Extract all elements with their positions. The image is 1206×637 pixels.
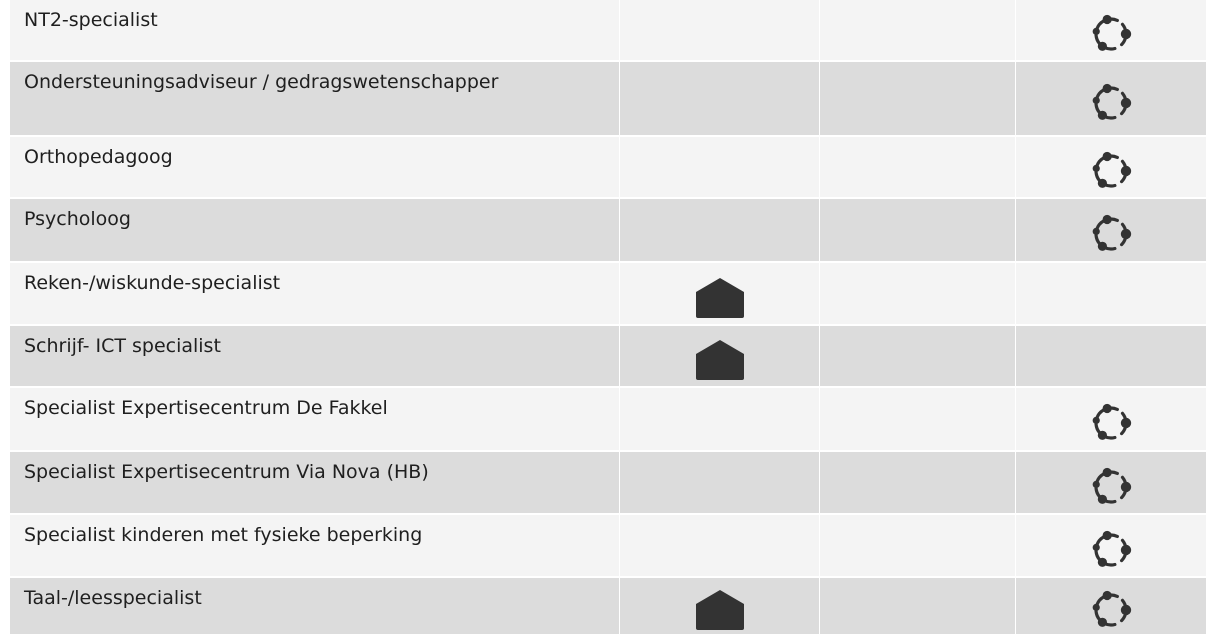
- table-row: [10, 578, 1206, 634]
- col3-cell: [1016, 452, 1206, 513]
- dots-circle-icon: [1088, 148, 1134, 198]
- col1-cell: [620, 452, 820, 513]
- col2-cell: [820, 578, 1016, 634]
- col2-cell: [820, 0, 1016, 60]
- house-icon: [696, 590, 744, 634]
- table-row: [10, 388, 1206, 452]
- col3-cell: [1016, 263, 1206, 324]
- specialist-name: Ondersteuningsadviseur / gedragswetenschapper: [10, 62, 620, 135]
- dots-circle-icon: [1088, 527, 1134, 577]
- dots-circle-icon: [1088, 211, 1134, 261]
- col3-cell: [1016, 62, 1206, 135]
- house-icon: [696, 340, 744, 384]
- specialist-name: Psycholoog: [10, 199, 620, 261]
- col1-cell: [620, 326, 820, 386]
- col3-cell: [1016, 515, 1206, 576]
- col1-cell: [620, 0, 820, 60]
- col1-cell: [620, 62, 820, 135]
- specialist-name: Taal-/leesspecialist: [10, 578, 620, 634]
- specialist-name: Specialist Expertisecentrum De Fakkel: [10, 388, 620, 450]
- col2-cell: [820, 388, 1016, 450]
- table-row: [10, 326, 1206, 388]
- col3-cell: [1016, 388, 1206, 450]
- col3-cell: [1016, 137, 1206, 197]
- specialist-name: Orthopedagoog: [10, 137, 620, 197]
- table-row: [10, 62, 1206, 137]
- specialist-name: NT2-specialist: [10, 0, 620, 60]
- col2-cell: [820, 515, 1016, 576]
- specialist-table: [10, 0, 1206, 634]
- col3-cell: [1016, 0, 1206, 60]
- col1-cell: [620, 515, 820, 576]
- house-icon: [696, 278, 744, 322]
- dots-circle-icon: [1088, 80, 1134, 130]
- col1-cell: [620, 137, 820, 197]
- dots-circle-icon: [1088, 400, 1134, 450]
- col3-cell: [1016, 199, 1206, 261]
- col2-cell: [820, 452, 1016, 513]
- col2-cell: [820, 62, 1016, 135]
- specialist-name: Reken-/wiskunde-specialist: [10, 263, 620, 324]
- col1-cell: [620, 263, 820, 324]
- table-row: [10, 515, 1206, 578]
- col1-cell: [620, 388, 820, 450]
- specialist-name: Schrijf- ICT specialist: [10, 326, 620, 386]
- col3-cell: [1016, 326, 1206, 386]
- col2-cell: [820, 263, 1016, 324]
- col3-cell: [1016, 578, 1206, 634]
- col1-cell: [620, 578, 820, 634]
- dots-circle-icon: [1088, 11, 1134, 61]
- col2-cell: [820, 199, 1016, 261]
- table-row: [10, 199, 1206, 263]
- specialist-name: Specialist Expertisecentrum Via Nova (HB): [10, 452, 620, 513]
- col2-cell: [820, 326, 1016, 386]
- specialist-name: Specialist kinderen met fysieke beperking: [10, 515, 620, 576]
- table-row: [10, 0, 1206, 62]
- col2-cell: [820, 137, 1016, 197]
- table-row: [10, 137, 1206, 199]
- dots-circle-icon: [1088, 464, 1134, 514]
- table-row: [10, 263, 1206, 326]
- dots-circle-icon: [1088, 587, 1134, 637]
- col1-cell: [620, 199, 820, 261]
- table-row: [10, 452, 1206, 515]
